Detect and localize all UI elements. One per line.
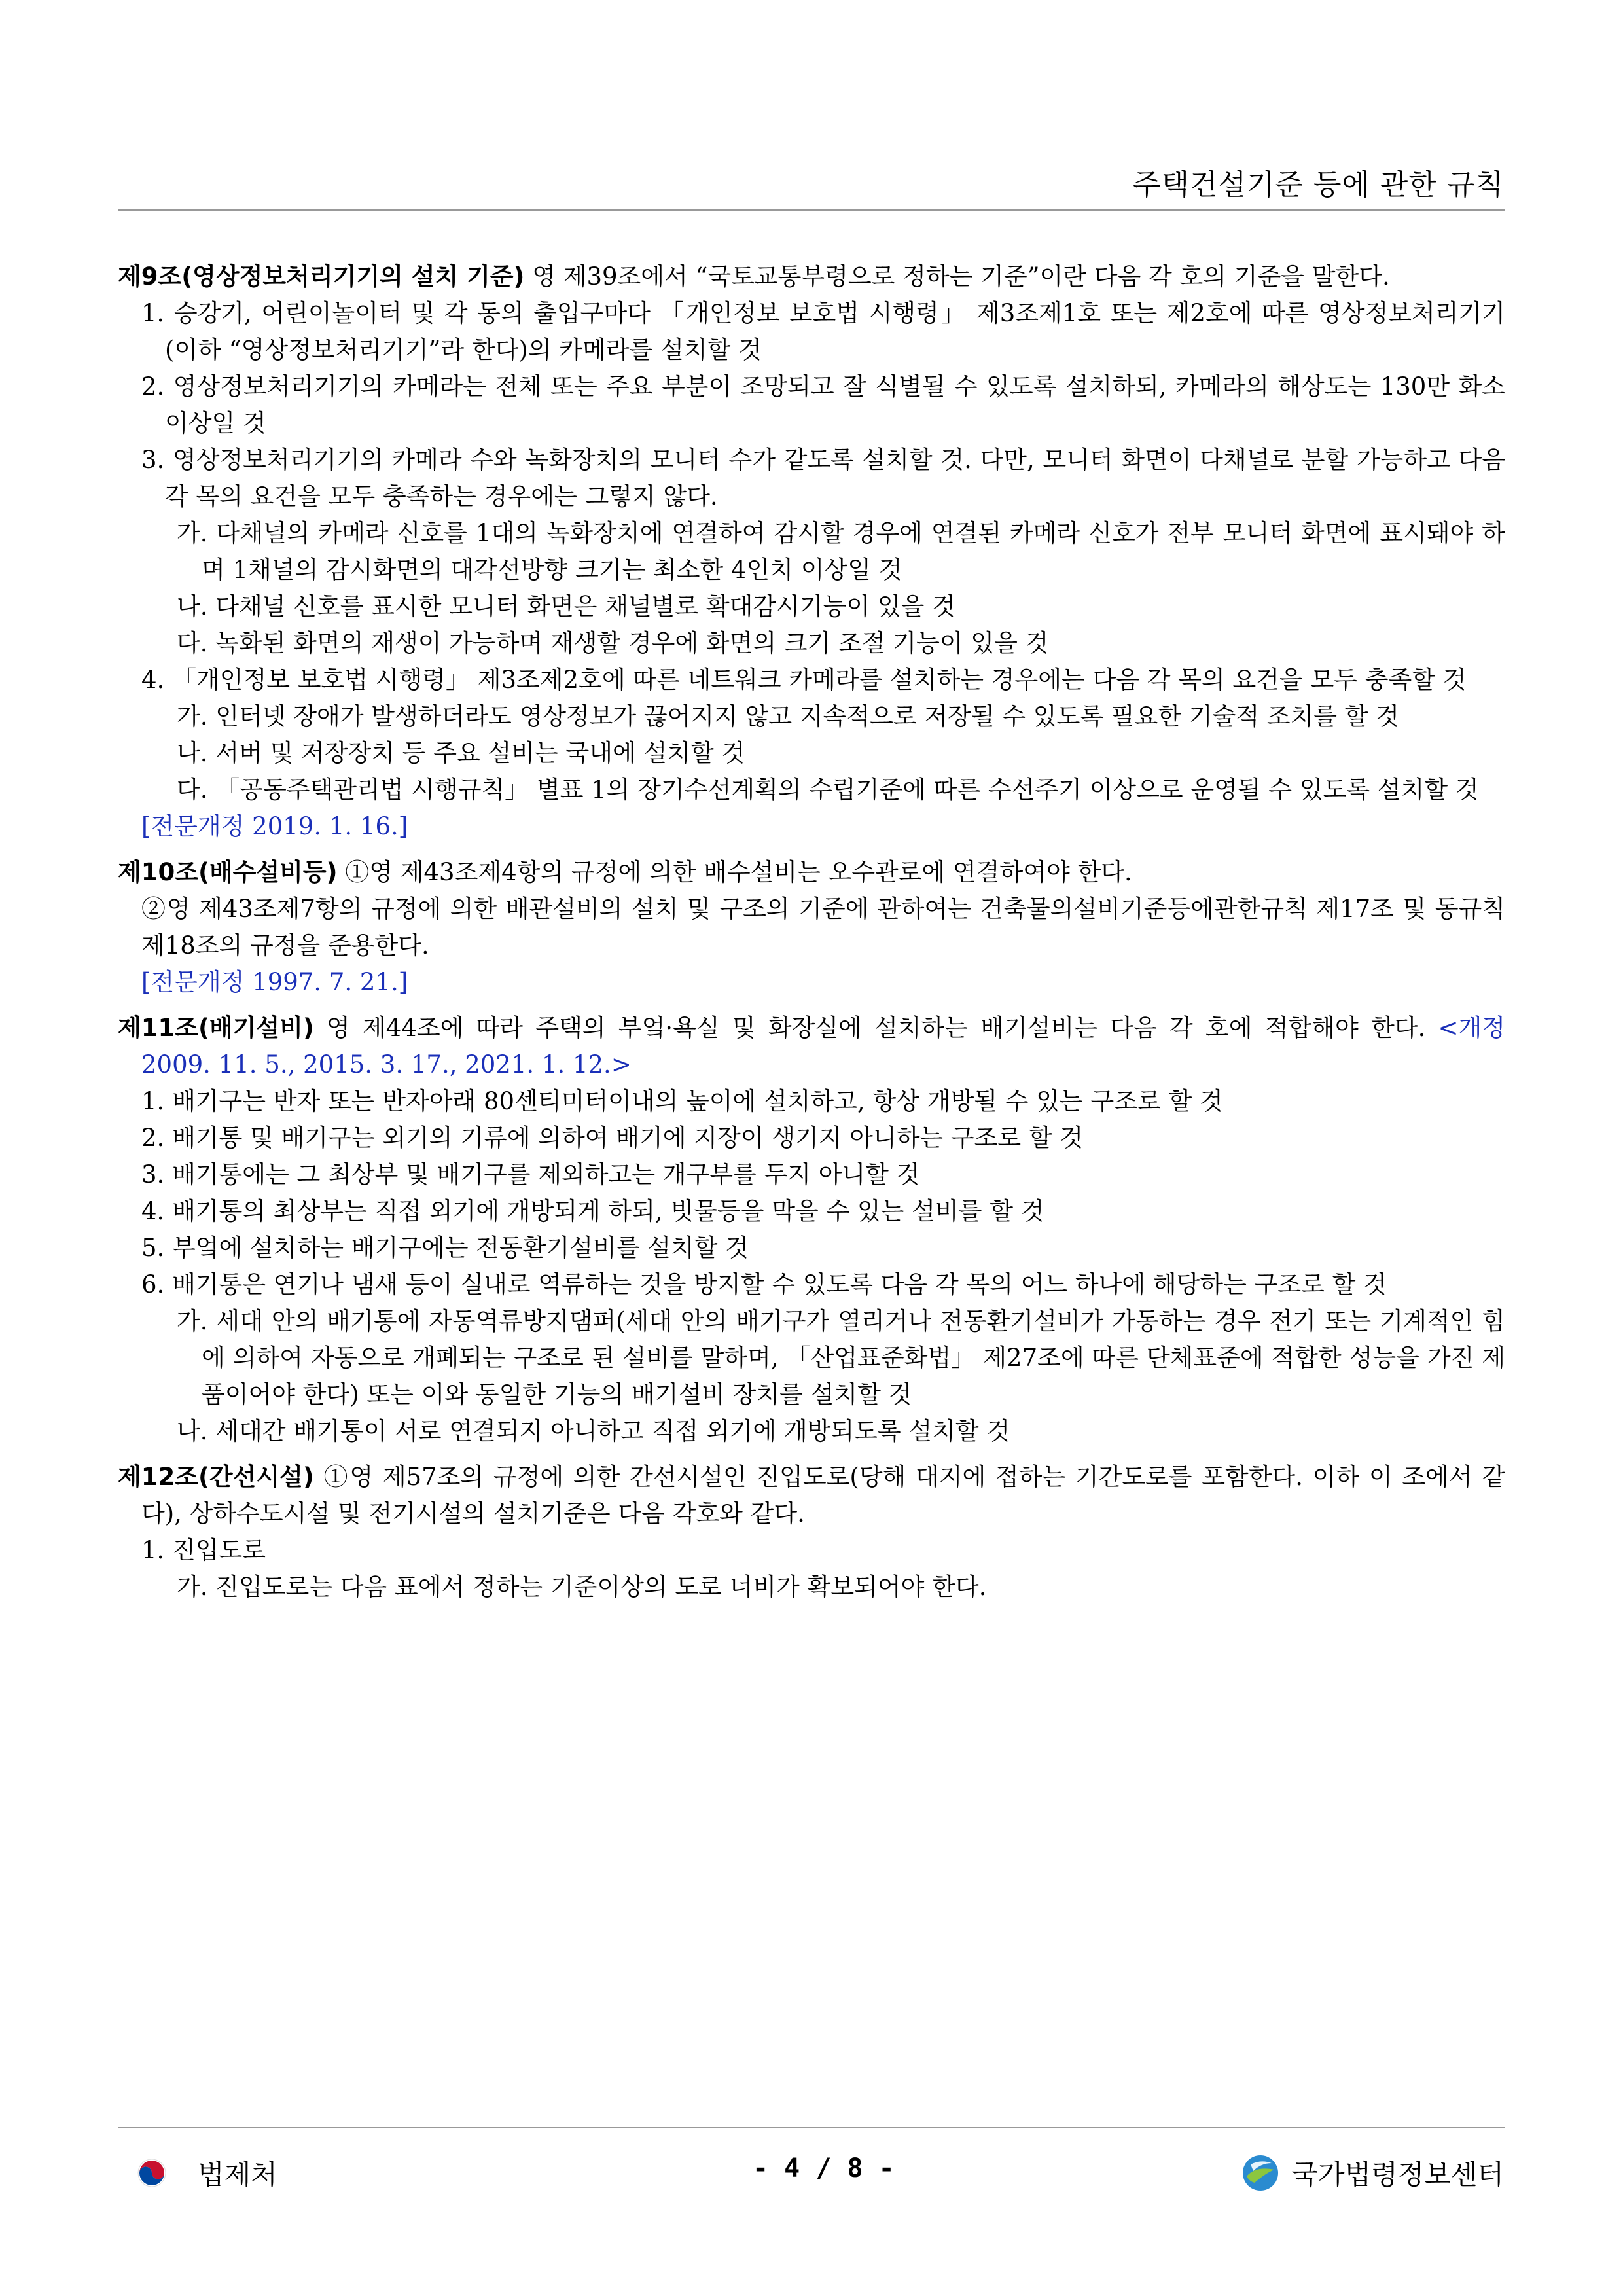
list-item: 4. 배기통의 최상부는 직접 외기에 개방되게 하되, 빗물등을 막을 수 있는 설비를 할 것 [141, 1197, 1044, 1225]
list-item: 2. 배기통 및 배기구는 외기의 기류에 의하여 배기에 지장이 생기지 아니하는 구조로 할 것 [141, 1124, 1084, 1152]
article-text: 영 제44조에 따라 주택의 부엌·욕실 및 화장실에 설치하는 배기설비는 다음 각 호에 적합해야 한다. [313, 1014, 1438, 1042]
article-12 [118, 1459, 1505, 1532]
government-emblem-icon [137, 2159, 166, 2187]
sub-item: 다. 녹화된 화면의 재생이 가능하며 재생할 경우에 화면의 크기 조절 기능이 있을 것 [177, 629, 1049, 657]
footer-left [137, 2153, 277, 2193]
footer-divider [118, 2127, 1505, 2128]
article-heading: 제10조(배수설비등) [118, 858, 338, 886]
amendment-note: [전문개정 2019. 1. 16.] [141, 812, 408, 840]
footer-agency-name: 법제처 [198, 2159, 277, 2191]
list-item: 2. 영상정보처리기기의 카메라는 전체 또는 주요 부분이 조망되고 잘 식별될 수 있도록 설치하되, 카메라의 해상도는 130만 화소 이상일 것 [141, 372, 1505, 437]
article-text: ①영 제43조제4항의 규정에 의한 배수설비는 오수관로에 연결하여야 한다. [337, 858, 1132, 886]
article-heading: 제12조(간선시설) [118, 1463, 314, 1491]
document-body [118, 259, 1505, 1605]
list-item: 1. 진입도로 [141, 1536, 266, 1564]
list-item: 5. 부엌에 설치하는 배기구에는 전동환기설비를 설치할 것 [141, 1234, 749, 1262]
list-item: 3. 배기통에는 그 최상부 및 배기구를 제외하고는 개구부를 두지 아니할 것 [141, 1160, 920, 1189]
article-heading: 제9조(영상정보처리기기의 설치 기준) [118, 262, 525, 291]
sub-item: 가. 진입도로는 다음 표에서 정하는 기준이상의 도로 너비가 확보되어야 한다. [177, 1573, 987, 1601]
header-divider [118, 209, 1505, 211]
list-item: 6. 배기통은 연기나 냄새 등이 실내로 역류하는 것을 방지할 수 있도록 다음 각 목의 어느 하나에 해당하는 구조로 할 것 [141, 1270, 1387, 1299]
article-9 [118, 259, 1505, 295]
sub-item: 가. 인터넷 장애가 발생하더라도 영상정보가 끊어지지 않고 지속적으로 저장될 수 있도록 필요한 기술적 조치를 할 것 [177, 702, 1400, 730]
footer-right [1241, 2153, 1504, 2193]
footer-center-name: 국가법령정보센터 [1291, 2159, 1504, 2191]
article-11 [118, 1010, 1505, 1083]
list-item: 4. 「개인정보 보호법 시행령」 제3조제2호에 따른 네트워크 카메라를 설치하는 경우에는 다음 각 목의 요건을 모두 충족할 것 [141, 666, 1467, 694]
list-item: 1. 승강기, 어린이놀이터 및 각 동의 출입구마다 「개인정보 보호법 시행령」 제3조제1호 또는 제2호에 따른 영상정보처리기기(이하 “영상정보처리기기”라 한다)의 카메라를 설치할 것 [141, 299, 1505, 364]
page-number: - 4 / 8 - [753, 2153, 895, 2183]
article-text: ①영 제57조의 규정에 의한 간선시설인 진입도로(당해 대지에 접하는 기간도로를 포함한다. 이하 이 조에서 같다), 상하수도시설 및 전기시설의 설치기준은 다음 각호와 같다. [141, 1463, 1505, 1528]
article-text: 영 제39조에서 “국토교통부령으로 정하는 기준”이란 다음 각 호의 기준을 말한다. [524, 262, 1390, 291]
paragraph: ②영 제43조제7항의 규정에 의한 배관설비의 설치 및 구조의 기준에 관하여는 건축물의설비기준등에관한규칙 제17조 및 동규칙 제18조의 규정을 준용한다. [141, 895, 1505, 960]
amendment-note: <개정 2009. 11. 5., 2015. 3. 17., 2021. 1. 12.> [141, 1014, 1505, 1079]
law-center-logo-icon [1241, 2154, 1279, 2192]
list-item: 1. 배기구는 반자 또는 반자아래 80센티미터이내의 높이에 설치하고, 항상 개방될 수 있는 구조로 할 것 [141, 1087, 1223, 1115]
document-header-title: 주택건설기준 등에 관한 규칙 [1132, 168, 1504, 202]
sub-item: 가. 세대 안의 배기통에 자동역류방지댐퍼(세대 안의 배기구가 열리거나 전동환기설비가 가동하는 경우 전기 또는 기계적인 힘에 의하여 자동으로 개폐되는 구조로 된 설비를 말하며, 「산업표준화법」 제27조에 따른 단체표준에 적합한 성능을 가진 제품이어야 한다) 또는 이와 동일한 기능의 배기설비 장치를 설치할 것 [177, 1307, 1505, 1408]
list-item: 3. 영상정보처리기기의 카메라 수와 녹화장치의 모니터 수가 같도록 설치할 것. 다만, 모니터 화면이 다채널로 분할 가능하고 다음 각 목의 요건을 모두 충족하는 경우에는 그렇지 않다. [141, 446, 1505, 511]
amendment-note: [전문개정 1997. 7. 21.] [141, 968, 408, 996]
article-10 [118, 854, 1505, 891]
sub-item: 가. 다채널의 카메라 신호를 1대의 녹화장치에 연결하여 감시할 경우에 연결된 카메라 신호가 전부 모니터 화면에 표시돼야 하며 1채널의 감시화면의 대각선방향 크기는 최소한 4인치 이상일 것 [177, 519, 1505, 584]
sub-item: 나. 세대간 배기통이 서로 연결되지 아니하고 직접 외기에 개방되도록 설치할 것 [177, 1417, 1010, 1445]
sub-item: 나. 다채널 신호를 표시한 모니터 화면은 채널별로 확대감시기능이 있을 것 [177, 592, 955, 620]
sub-item: 나. 서버 및 저장장치 등 주요 설비는 국내에 설치할 것 [177, 739, 745, 767]
sub-item: 다. 「공동주택관리법 시행규칙」 별표 1의 장기수선계획의 수립기준에 따른 수선주기 이상으로 운영될 수 있도록 설치할 것 [177, 776, 1479, 804]
article-heading: 제11조(배기설비) [118, 1014, 314, 1042]
